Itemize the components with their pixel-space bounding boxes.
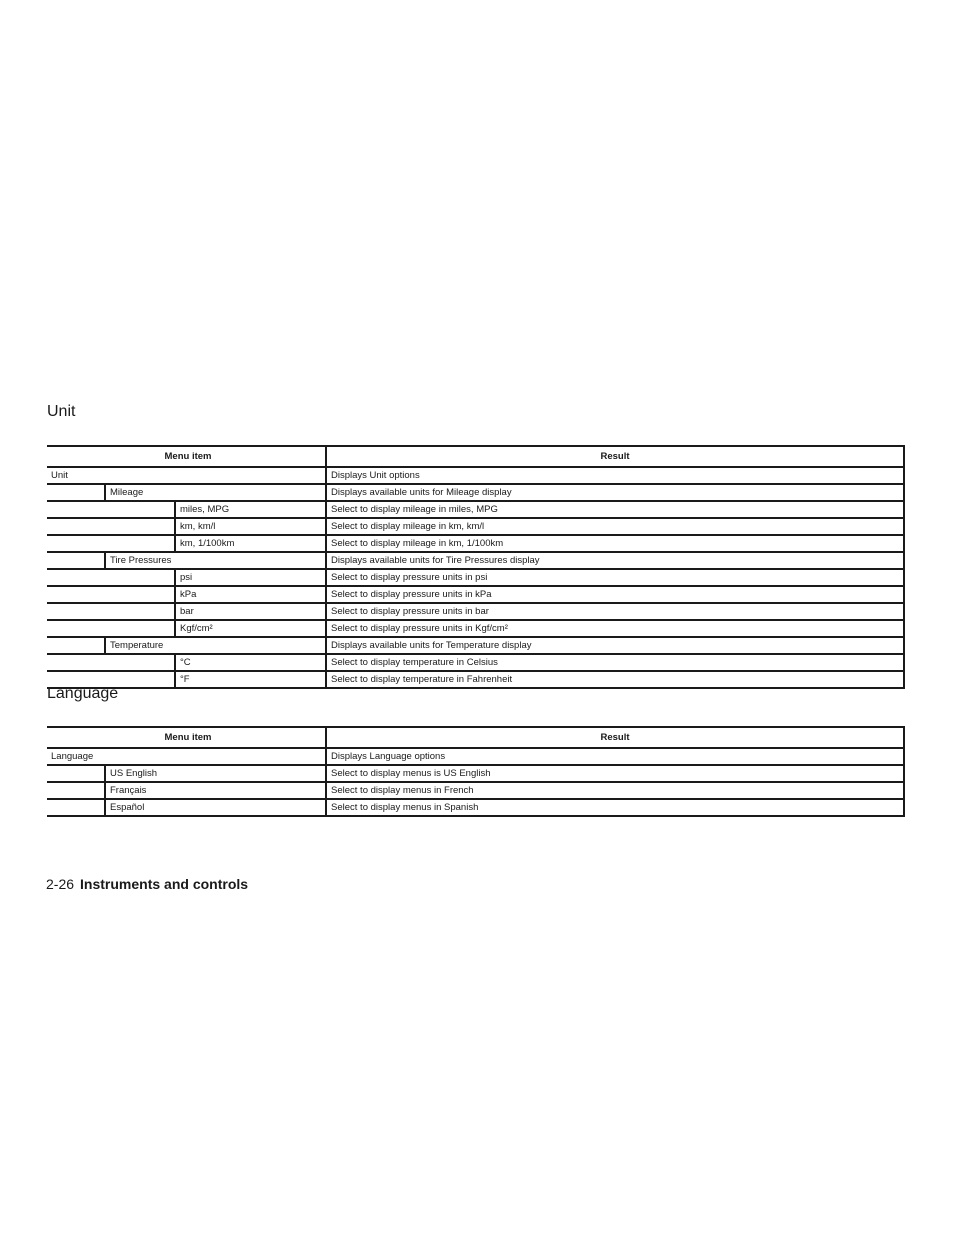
table-row (47, 484, 904, 501)
table-row (47, 586, 904, 603)
menu-item-cell: psi (175, 569, 326, 586)
language-menu-table (47, 726, 905, 817)
table-row (47, 501, 904, 518)
table-row (47, 748, 904, 765)
result-cell: Displays available units for Mileage display (326, 484, 904, 501)
menu-item-cell: km, km/l (175, 518, 326, 535)
indent-spacer (105, 569, 175, 586)
table-row (47, 620, 904, 637)
result-cell: Displays Language options (326, 748, 904, 765)
result-cell: Select to display menus is US English (326, 765, 904, 782)
unit-menu-table (47, 445, 905, 689)
result-cell: Select to display menus in French (326, 782, 904, 799)
result-cell: Displays available units for Temperature display (326, 637, 904, 654)
result-cell: Select to display pressure units in Kgf/cm² (326, 620, 904, 637)
result-cell: Select to display pressure units in kPa (326, 586, 904, 603)
menu-item-cell: Language (51, 750, 94, 762)
result-cell: Select to display menus in Spanish (326, 799, 904, 816)
indent-spacer (47, 501, 105, 518)
indent-spacer (47, 603, 105, 620)
result-cell: Select to display mileage in km, km/l (326, 518, 904, 535)
table-row (47, 603, 904, 620)
menu-item-cell: Kgf/cm² (175, 620, 326, 637)
table-row (47, 765, 904, 782)
indent-spacer (47, 637, 105, 654)
result-cell: Select to display pressure units in bar (326, 603, 904, 620)
table-row (47, 569, 904, 586)
language-section-title: Language (47, 685, 119, 702)
page-number: 2-26 (46, 876, 75, 892)
indent-spacer (47, 535, 105, 552)
table-row (47, 799, 904, 816)
table-row (47, 654, 904, 671)
table-header-row (47, 727, 904, 748)
menu-item-header: Menu item (47, 727, 326, 748)
indent-spacer (105, 603, 175, 620)
indent-spacer (105, 518, 175, 535)
table-header-row (47, 446, 904, 467)
indent-spacer (47, 518, 105, 535)
chapter-title: Instruments and controls (80, 876, 249, 892)
menu-item-cell: Français (105, 782, 326, 799)
menu-item-cell: kPa (175, 586, 326, 603)
indent-spacer (105, 654, 175, 671)
menu-item-header: Menu item (47, 446, 326, 467)
menu-item-cell: Temperature (105, 637, 326, 654)
language-table-body (47, 748, 904, 816)
menu-item-cell: Español (105, 799, 326, 816)
unit-table-body (47, 467, 904, 688)
menu-item-cell: miles, MPG (175, 501, 326, 518)
indent-spacer (47, 484, 105, 501)
menu-item-cell: km, 1/100km (175, 535, 326, 552)
menu-item-cell: °F (175, 671, 326, 688)
result-cell: Select to display mileage in km, 1/100km (326, 535, 904, 552)
table-row (47, 782, 904, 799)
result-header: Result (326, 727, 904, 748)
indent-spacer (47, 799, 105, 816)
result-cell: Displays Unit options (326, 467, 904, 484)
table-row (47, 552, 904, 569)
table-row (47, 637, 904, 654)
menu-item-cell: Tire Pressures (105, 552, 326, 569)
indent-spacer (105, 501, 175, 518)
result-cell: Select to display mileage in miles, MPG (326, 501, 904, 518)
indent-spacer (47, 620, 105, 637)
menu-item-cell: Mileage (105, 484, 326, 501)
table-row (47, 467, 904, 484)
indent-spacer (47, 654, 105, 671)
indent-spacer (47, 586, 105, 603)
indent-spacer (105, 535, 175, 552)
table-row (47, 535, 904, 552)
menu-item-cell: Unit (51, 469, 68, 481)
result-cell: Select to display pressure units in psi (326, 569, 904, 586)
menu-item-cell: bar (175, 603, 326, 620)
indent-spacer (47, 765, 105, 782)
indent-spacer (105, 586, 175, 603)
indent-spacer (47, 552, 105, 569)
result-header: Result (326, 446, 904, 467)
result-cell: Select to display temperature in Celsius (326, 654, 904, 671)
indent-spacer (105, 620, 175, 637)
table-row (47, 518, 904, 535)
table-row (47, 671, 904, 688)
indent-spacer (47, 782, 105, 799)
unit-section-title: Unit (47, 403, 76, 420)
page-footer (46, 876, 248, 892)
indent-spacer (47, 569, 105, 586)
menu-item-cell: US English (105, 765, 326, 782)
menu-item-cell: °C (175, 654, 326, 671)
result-cell: Select to display temperature in Fahrenheit (326, 671, 904, 688)
result-cell: Displays available units for Tire Pressures display (326, 552, 904, 569)
